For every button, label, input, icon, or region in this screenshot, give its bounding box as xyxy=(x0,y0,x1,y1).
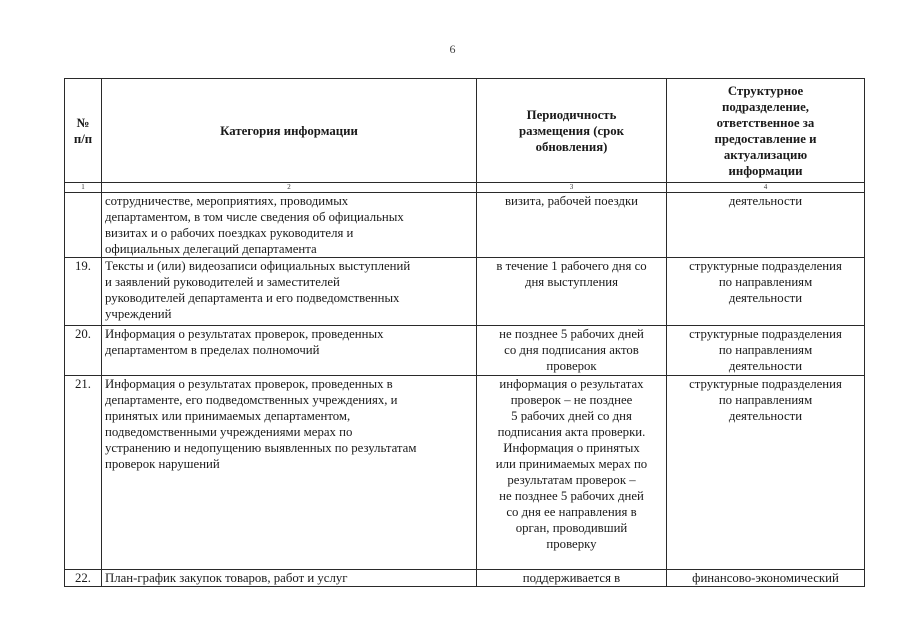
row-department: структурные подразделения по направлениям деятельности xyxy=(667,326,865,376)
table-row xyxy=(65,570,865,587)
row-category: План-график закупок товаров, работ и услуг xyxy=(102,570,477,587)
row-number: 21. xyxy=(65,376,102,570)
table-row xyxy=(65,193,865,258)
column-index: 4 xyxy=(667,183,865,193)
column-index-row xyxy=(65,183,865,193)
row-category: Информация о результатах проверок, проведенных в департаменте, его подведомственных учреждениях, и принятых или принимаемых департаментом, подведомственными учреждениями мерах по устранению и недопущению выявленных по результатам проверок нарушений xyxy=(102,376,477,570)
row-category: сотрудничестве, мероприятиях, проводимых департаментом, в том числе сведения об официальных визитах и о рабочих поездках руководителя и официальных делегаций департамента xyxy=(102,193,477,258)
row-category: Информация о результатах проверок, проведенных департаментом в пределах полномочий xyxy=(102,326,477,376)
row-periodicity: поддерживается в xyxy=(477,570,667,587)
row-periodicity: информация о результатах проверок – не позднее 5 рабочих дней со дня подписания акта проверки. Информация о принятых или принимаемых мерах по результатам проверок – не позднее 5 рабочих дней со дня ее направления в орган, проводивший проверку xyxy=(477,376,667,570)
row-department: финансово-экономический xyxy=(667,570,865,587)
header-department: Структурное подразделение, ответственное за предоставление и актуализацию информации xyxy=(667,79,865,183)
table-row xyxy=(65,258,865,326)
header-periodicity: Периодичность размещения (срок обновления) xyxy=(477,79,667,183)
column-index: 2 xyxy=(102,183,477,193)
row-department: структурные подразделения по направлениям деятельности xyxy=(667,376,865,570)
header-num: № п/п xyxy=(65,79,102,183)
row-department: деятельности xyxy=(667,193,865,258)
row-number xyxy=(65,193,102,258)
page-number: 6 xyxy=(449,42,456,56)
row-periodicity: визита, рабочей поездки xyxy=(477,193,667,258)
row-periodicity: не позднее 5 рабочих дней со дня подписания актов проверок xyxy=(477,326,667,376)
header-category: Категория информации xyxy=(102,79,477,183)
column-index: 1 xyxy=(65,183,102,193)
row-category: Тексты и (или) видеозаписи официальных выступлений и заявлений руководителей и заместителей руководителей департамента и его подведомственных учреждений xyxy=(102,258,477,326)
information-table xyxy=(64,78,865,587)
column-index: 3 xyxy=(477,183,667,193)
table-header-row xyxy=(65,79,865,183)
row-number: 22. xyxy=(65,570,102,587)
row-number: 20. xyxy=(65,326,102,376)
row-number: 19. xyxy=(65,258,102,326)
row-periodicity: в течение 1 рабочего дня со дня выступления xyxy=(477,258,667,326)
table-row xyxy=(65,326,865,376)
row-department: структурные подразделения по направлениям деятельности xyxy=(667,258,865,326)
table-row xyxy=(65,376,865,570)
